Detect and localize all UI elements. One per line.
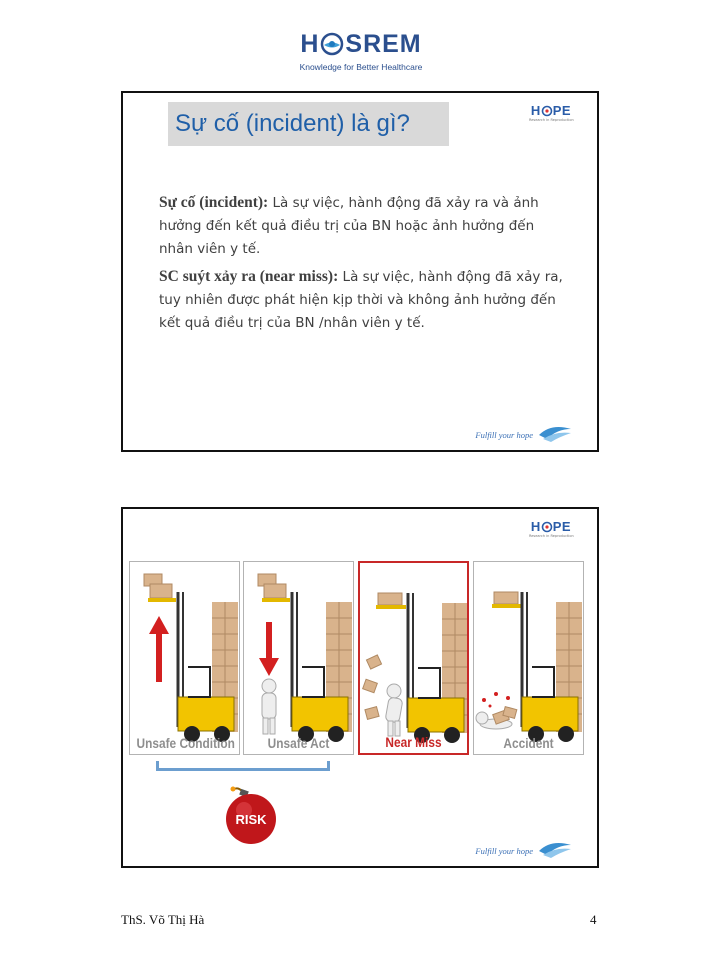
hosrem-logo-name <box>296 30 426 58</box>
panel-label: Unsafe Condition <box>136 736 235 751</box>
slide-title: Sự cố (incident) là gì? <box>175 110 410 137</box>
definition-term: SC suýt xảy ra (near miss): <box>159 268 339 285</box>
person-icon <box>385 684 403 736</box>
logo-tagline: Knowledge for Better Healthcare <box>299 62 423 72</box>
hope-logo <box>529 104 573 123</box>
impact-stars-icon <box>482 692 510 708</box>
wave-logo-icon <box>537 839 573 859</box>
panel-label: Near Miss <box>385 735 442 750</box>
forklift-scene-illustration <box>244 562 354 755</box>
fulfill-slogan <box>453 839 573 861</box>
hope-text-part2: PE <box>552 103 572 118</box>
definition-near-miss <box>159 265 569 335</box>
arrow-down-icon <box>259 622 279 676</box>
panel-accident <box>473 561 584 755</box>
hope-logo-name <box>529 104 573 118</box>
definition-text: Là sự việc, hành động đã xảy ra, tuy nhiên được phát hiện kịp thời và không ảnh hưởng đến kết quả điều trị của BN /nhân viên y tế. <box>159 269 563 331</box>
globe-icon <box>320 32 344 56</box>
panel-near-miss <box>358 561 469 755</box>
panel-unsafe-act <box>243 561 354 755</box>
hosrem-logo <box>296 30 426 80</box>
slide-title-box <box>168 102 449 146</box>
person-icon <box>262 679 276 734</box>
slide-1 <box>121 91 599 452</box>
hope-o-icon <box>541 521 553 533</box>
risk-bracket <box>156 761 330 771</box>
hope-logo <box>529 520 573 539</box>
hope-text-part1: H <box>530 103 541 118</box>
hope-logo-subtitle: Research in Reproduction <box>529 118 574 122</box>
slogan-text: Fulfill your hope <box>475 430 533 440</box>
risk-bomb-icon <box>220 785 282 847</box>
forklift-scene-illustration <box>474 562 584 755</box>
footer-author: ThS. Võ Thị Hà <box>121 912 205 927</box>
fulfill-slogan <box>453 423 573 445</box>
hope-o-icon <box>541 105 553 117</box>
hope-text-part1: H <box>530 519 541 534</box>
forklift-scene-illustration <box>130 562 240 755</box>
logo-text-part2: SREM <box>345 30 422 58</box>
arrow-up-icon <box>149 616 169 682</box>
panel-label: Unsafe Act <box>267 736 330 751</box>
hope-text-part2: PE <box>552 519 572 534</box>
page-number: 4 <box>590 912 597 927</box>
hope-logo-name <box>529 520 573 534</box>
panel-label: Accident <box>503 736 554 751</box>
hope-logo-subtitle: Research in Reproduction <box>529 534 574 538</box>
forklift-scene-illustration <box>360 563 469 755</box>
definition-incident <box>159 191 569 261</box>
definition-text: Là sự việc, hành động đã xảy ra và ảnh hưởng đến kết quả điều trị của BN hoặc ảnh hưởng đến nhân viên y tế. <box>159 195 539 257</box>
slogan-text: Fulfill your hope <box>475 846 533 856</box>
wave-logo-icon <box>537 423 573 443</box>
slide-2 <box>121 507 599 868</box>
panel-unsafe-condition <box>129 561 240 755</box>
risk-label: RISK <box>235 812 267 827</box>
definition-term: Sự cố (incident): <box>159 194 269 211</box>
logo-text-part1: H <box>300 30 320 58</box>
